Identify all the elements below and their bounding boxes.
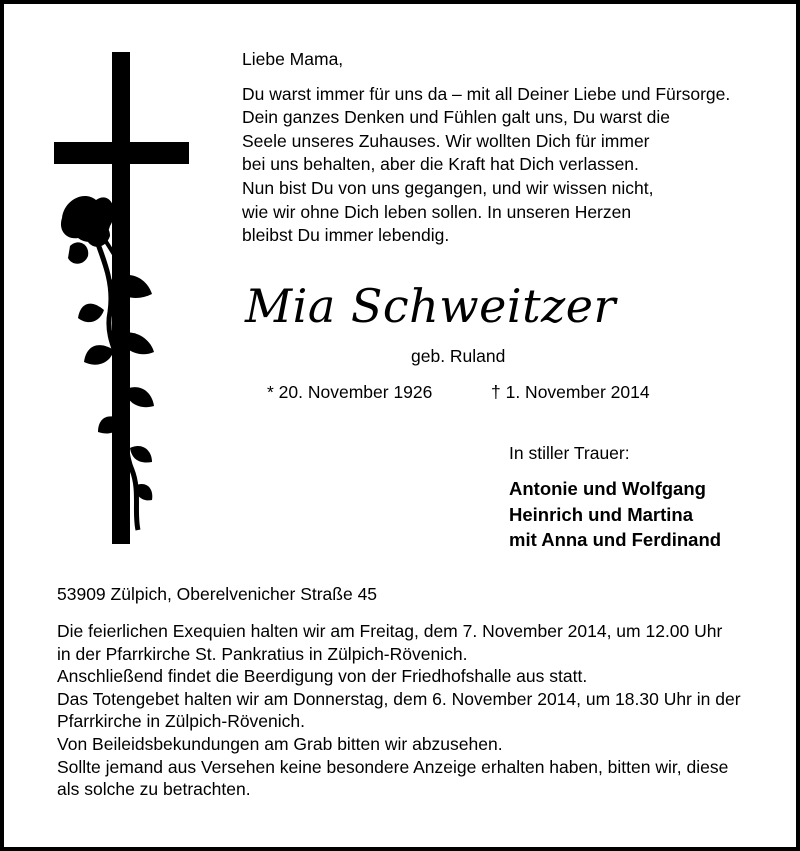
maiden-name: geb. Ruland	[411, 346, 506, 366]
poem-line: wie wir ohne Dich leben sollen. In unseren Herzen	[242, 201, 632, 222]
poem	[242, 48, 782, 248]
mourners-intro: In stiller Trauer:	[509, 443, 630, 463]
mourners-block	[509, 443, 721, 553]
details-line: Anschließend findet die Beerdigung von der Friedhofshalle aus statt.	[57, 666, 588, 687]
mourner-name: Heinrich und Martina	[509, 503, 693, 525]
death-date: † 1. November 2014	[491, 382, 650, 402]
cross-with-rose-icon	[54, 50, 194, 550]
service-details	[57, 620, 777, 801]
details-line: Die feierlichen Exequien halten wir am Freitag, dem 7. November 2014, um 12.00 Uhr	[57, 621, 723, 641]
poem-line: Du warst immer für uns da – mit all Deiner Liebe und Fürsorge.	[242, 83, 731, 104]
mourners-names	[509, 476, 721, 553]
poem-line: bei uns behalten, aber die Kraft hat Dich verlassen.	[242, 154, 639, 175]
details-line: in der Pfarrkirche St. Pankratius in Zülpich-Rövenich.	[57, 643, 468, 664]
details-line: Sollte jemand aus Versehen keine besondere Anzeige erhalten haben, bitten wir, diese	[57, 756, 729, 777]
details-line: Das Totengebet halten wir am Donnerstag, dem 6. November 2014, um 18.30 Uhr in der	[57, 688, 741, 709]
deceased-name: Mia Schweitzer	[245, 279, 617, 333]
poem-line: Nun bist Du von uns gegangen, und wir wissen nicht,	[242, 177, 654, 198]
birth-date: * 20. November 1926	[267, 382, 433, 402]
poem-line: Seele unseres Zuhauses. Wir wollten Dich für immer	[242, 130, 650, 151]
poem-salutation: Liebe Mama,	[242, 49, 344, 69]
poem-line: Dein ganzes Denken und Fühlen galt uns, Du warst die	[242, 107, 671, 128]
address: 53909 Zülpich, Oberelvenicher Straße 45	[57, 584, 378, 604]
details-line: Pfarrkirche in Zülpich-Rövenich.	[57, 711, 306, 732]
mourner-name: Antonie und Wolfgang	[509, 478, 706, 499]
details-line: als solche zu betrachten.	[57, 779, 251, 800]
details-line: Von Beileidsbekundungen am Grab bitten wir abzusehen.	[57, 733, 503, 754]
mourner-name: mit Anna und Ferdinand	[509, 529, 722, 550]
poem-line: bleibst Du immer lebendig.	[242, 225, 450, 246]
